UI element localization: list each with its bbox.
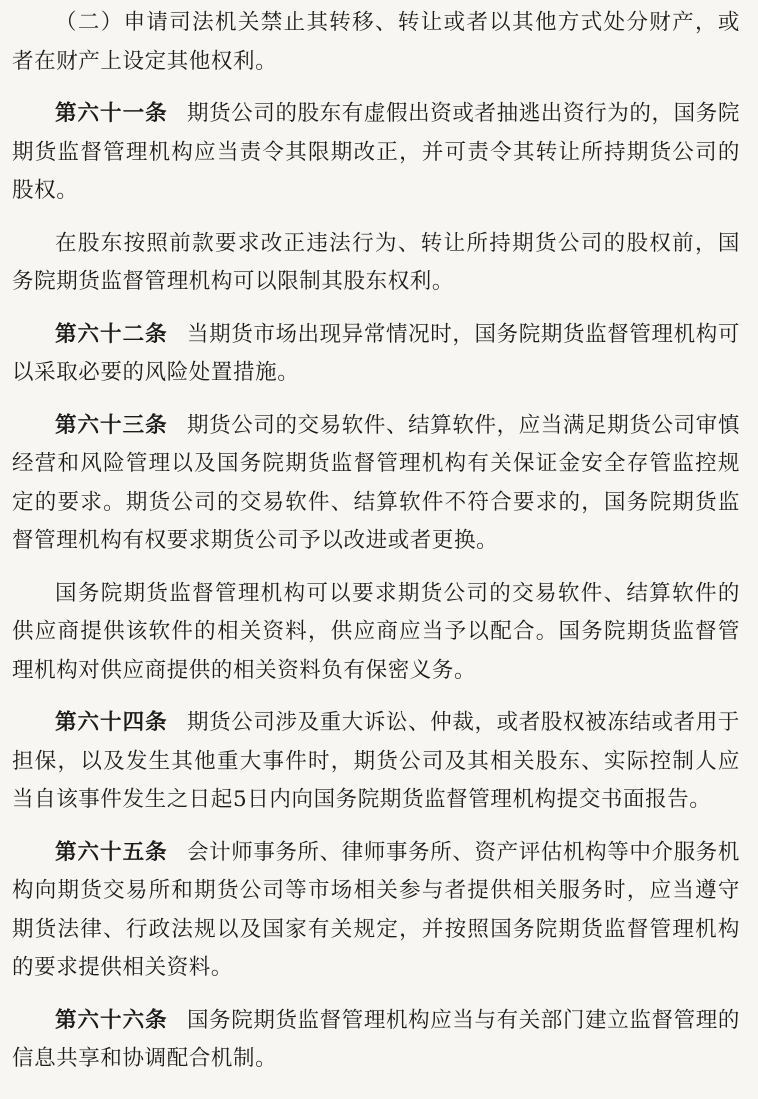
article-text: 期货公司的股东有虚假出资或者抽逃出资行为的，国务院期货监督管理机构应当责令其限期改正，并可责令其转让所持期货公司的股权。 <box>12 101 740 203</box>
article-text: 期货公司的交易软件、结算软件，应当满足期货公司审慎经营和风险管理以及国务院期货监督管理机构有关保证金安全存管监控规定的要求。期货公司的交易软件、结算软件不符合要求的，国务院期货监督管理机构有权要求期货公司予以改进或者更换。 <box>12 412 740 553</box>
article-text: 当期货市场出现异常情况时，国务院期货监督管理机构可以采取必要的风险处置措施。 <box>12 321 740 385</box>
article-number: 第六十三条 <box>55 412 168 438</box>
paragraph-text: 在股东按照前款要求改正违法行为、转让所持期货公司的股权前，国务院期货监督管理机构可以限制其股东权利。 <box>12 230 740 294</box>
article-number: 第六十四条 <box>55 710 168 735</box>
article-63 <box>12 407 740 561</box>
article-61 <box>12 95 740 211</box>
article-text: 国务院期货监督管理机构应当与有关部门建立监督管理的信息共享和协调配合机制。 <box>12 1007 740 1071</box>
article-number: 第六十一条 <box>55 101 168 126</box>
paragraph-text: （二）申请司法机关禁止其转移、转让或者以其他方式处分财产，或者在财产上设定其他权利。 <box>12 10 740 74</box>
paragraph-61-2 <box>12 225 740 302</box>
paragraph-63-2 <box>12 575 740 691</box>
article-number: 第六十二条 <box>55 321 168 347</box>
article-65 <box>12 834 740 988</box>
article-number: 第六十六条 <box>55 1007 168 1033</box>
article-66 <box>12 1002 740 1079</box>
paragraph-clause-2 <box>12 4 740 81</box>
article-text: 会计师事务所、律师事务所、资产评估机构等中介服务机构向期货交易所和期货公司等市场相关参与者提供相关服务时，应当遵守期货法律、行政法规以及国家有关规定，并按照国务院期货监督管理机构的要求提供相关资料。 <box>12 839 740 980</box>
article-64 <box>12 704 740 820</box>
paragraph-text: 国务院期货监督管理机构可以要求期货公司的交易软件、结算软件的供应商提供该软件的相关资料，供应商应当予以配合。国务院期货监督管理机构对供应商提供的相关资料负有保密义务。 <box>12 580 740 683</box>
article-62 <box>12 316 740 393</box>
article-text: 期货公司涉及重大诉讼、仲裁，或者股权被冻结或者用于担保，以及发生其他重大事件时，期货公司及其相关股东、实际控制人应当自该事件发生之日起5日内向国务院期货监督管理机构提交书面报告。 <box>12 710 740 812</box>
article-number: 第六十五条 <box>55 839 168 865</box>
